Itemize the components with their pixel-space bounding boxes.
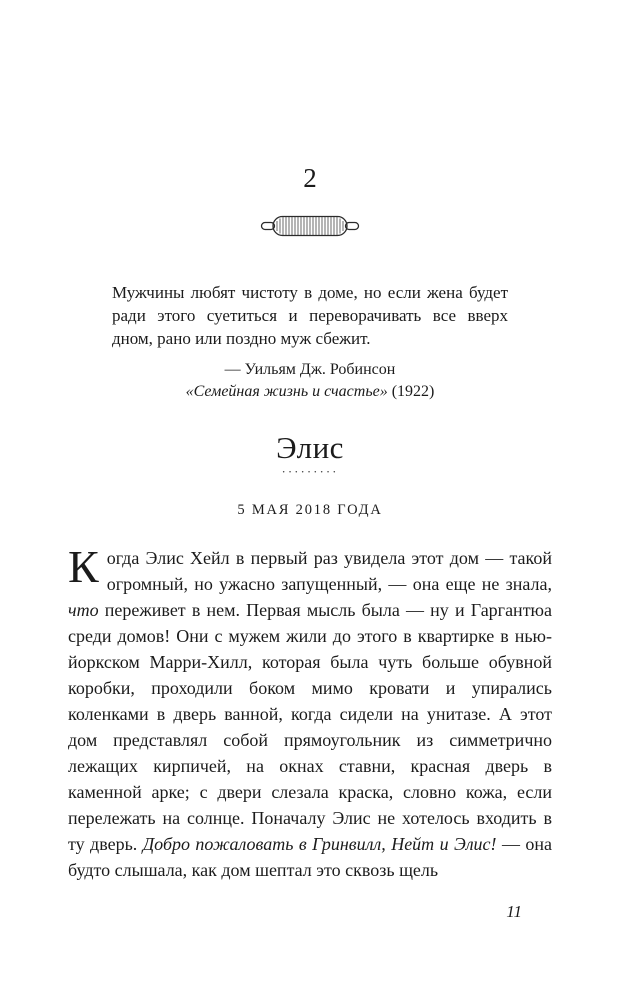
epigraph-source-title: «Семейная жизнь и счастье» [185,383,388,400]
body-seg-3: переживет в нем. Первая мысль была — ну и Гаргантюа среди домов! Они с мужем жили до этого в квартирке в нью-йоркском Марри-Хилл, которая была чуть больше обувной коробки, проходили боком мимо кровати и упирались коленками в дверь ванной, когда сидели на унитазе. А этот дом представлял собой прямоугольник из симметрично лежащих кирпичей, на окнах ставни, красная дверь в каменной арке; с двери слезала краска, словно кожа, если перележать на солнце. Поначалу Элис не хотелось входить в ту дверь. [68,600,552,854]
epigraph-text: Мужчины любят чистоту в доме, но если жена будет ради этого суетиться и переворачивать все вверх дном, рано или поздно муж сбежит. [112,283,508,348]
body-paragraph [68,541,553,883]
epigraph-attribution [112,359,508,403]
date-heading: 5 МАЯ 2018 ГОДА [237,502,383,518]
section-title: Элис [276,430,344,465]
chapter-number: 2 [303,163,317,193]
epigraph [112,281,508,403]
page-number: 11 [506,902,522,921]
body-seg-2-italic: что [68,600,99,620]
rolling-pin-ornament [0,211,620,241]
body-seg-4-italic: Добро пожаловать в Гринвилл, Нейт и Элис! [142,834,497,854]
title-dots-ornament: ········· [281,464,339,479]
epigraph-source [112,381,508,403]
body-seg-1: огда Элис Хейл в первый раз увидела этот дом — такой огромный, но ужасно запущенный, — она еще не знала, [106,548,552,594]
rolling-pin-icon [260,211,360,241]
dropcap-letter: К [68,541,99,592]
epigraph-author: — Уильям Дж. Робинсон [224,361,396,378]
body-seg-5: — она будто слышала, как дом шептал это сквозь щель [68,834,553,880]
epigraph-source-year: (1922) [387,383,435,400]
